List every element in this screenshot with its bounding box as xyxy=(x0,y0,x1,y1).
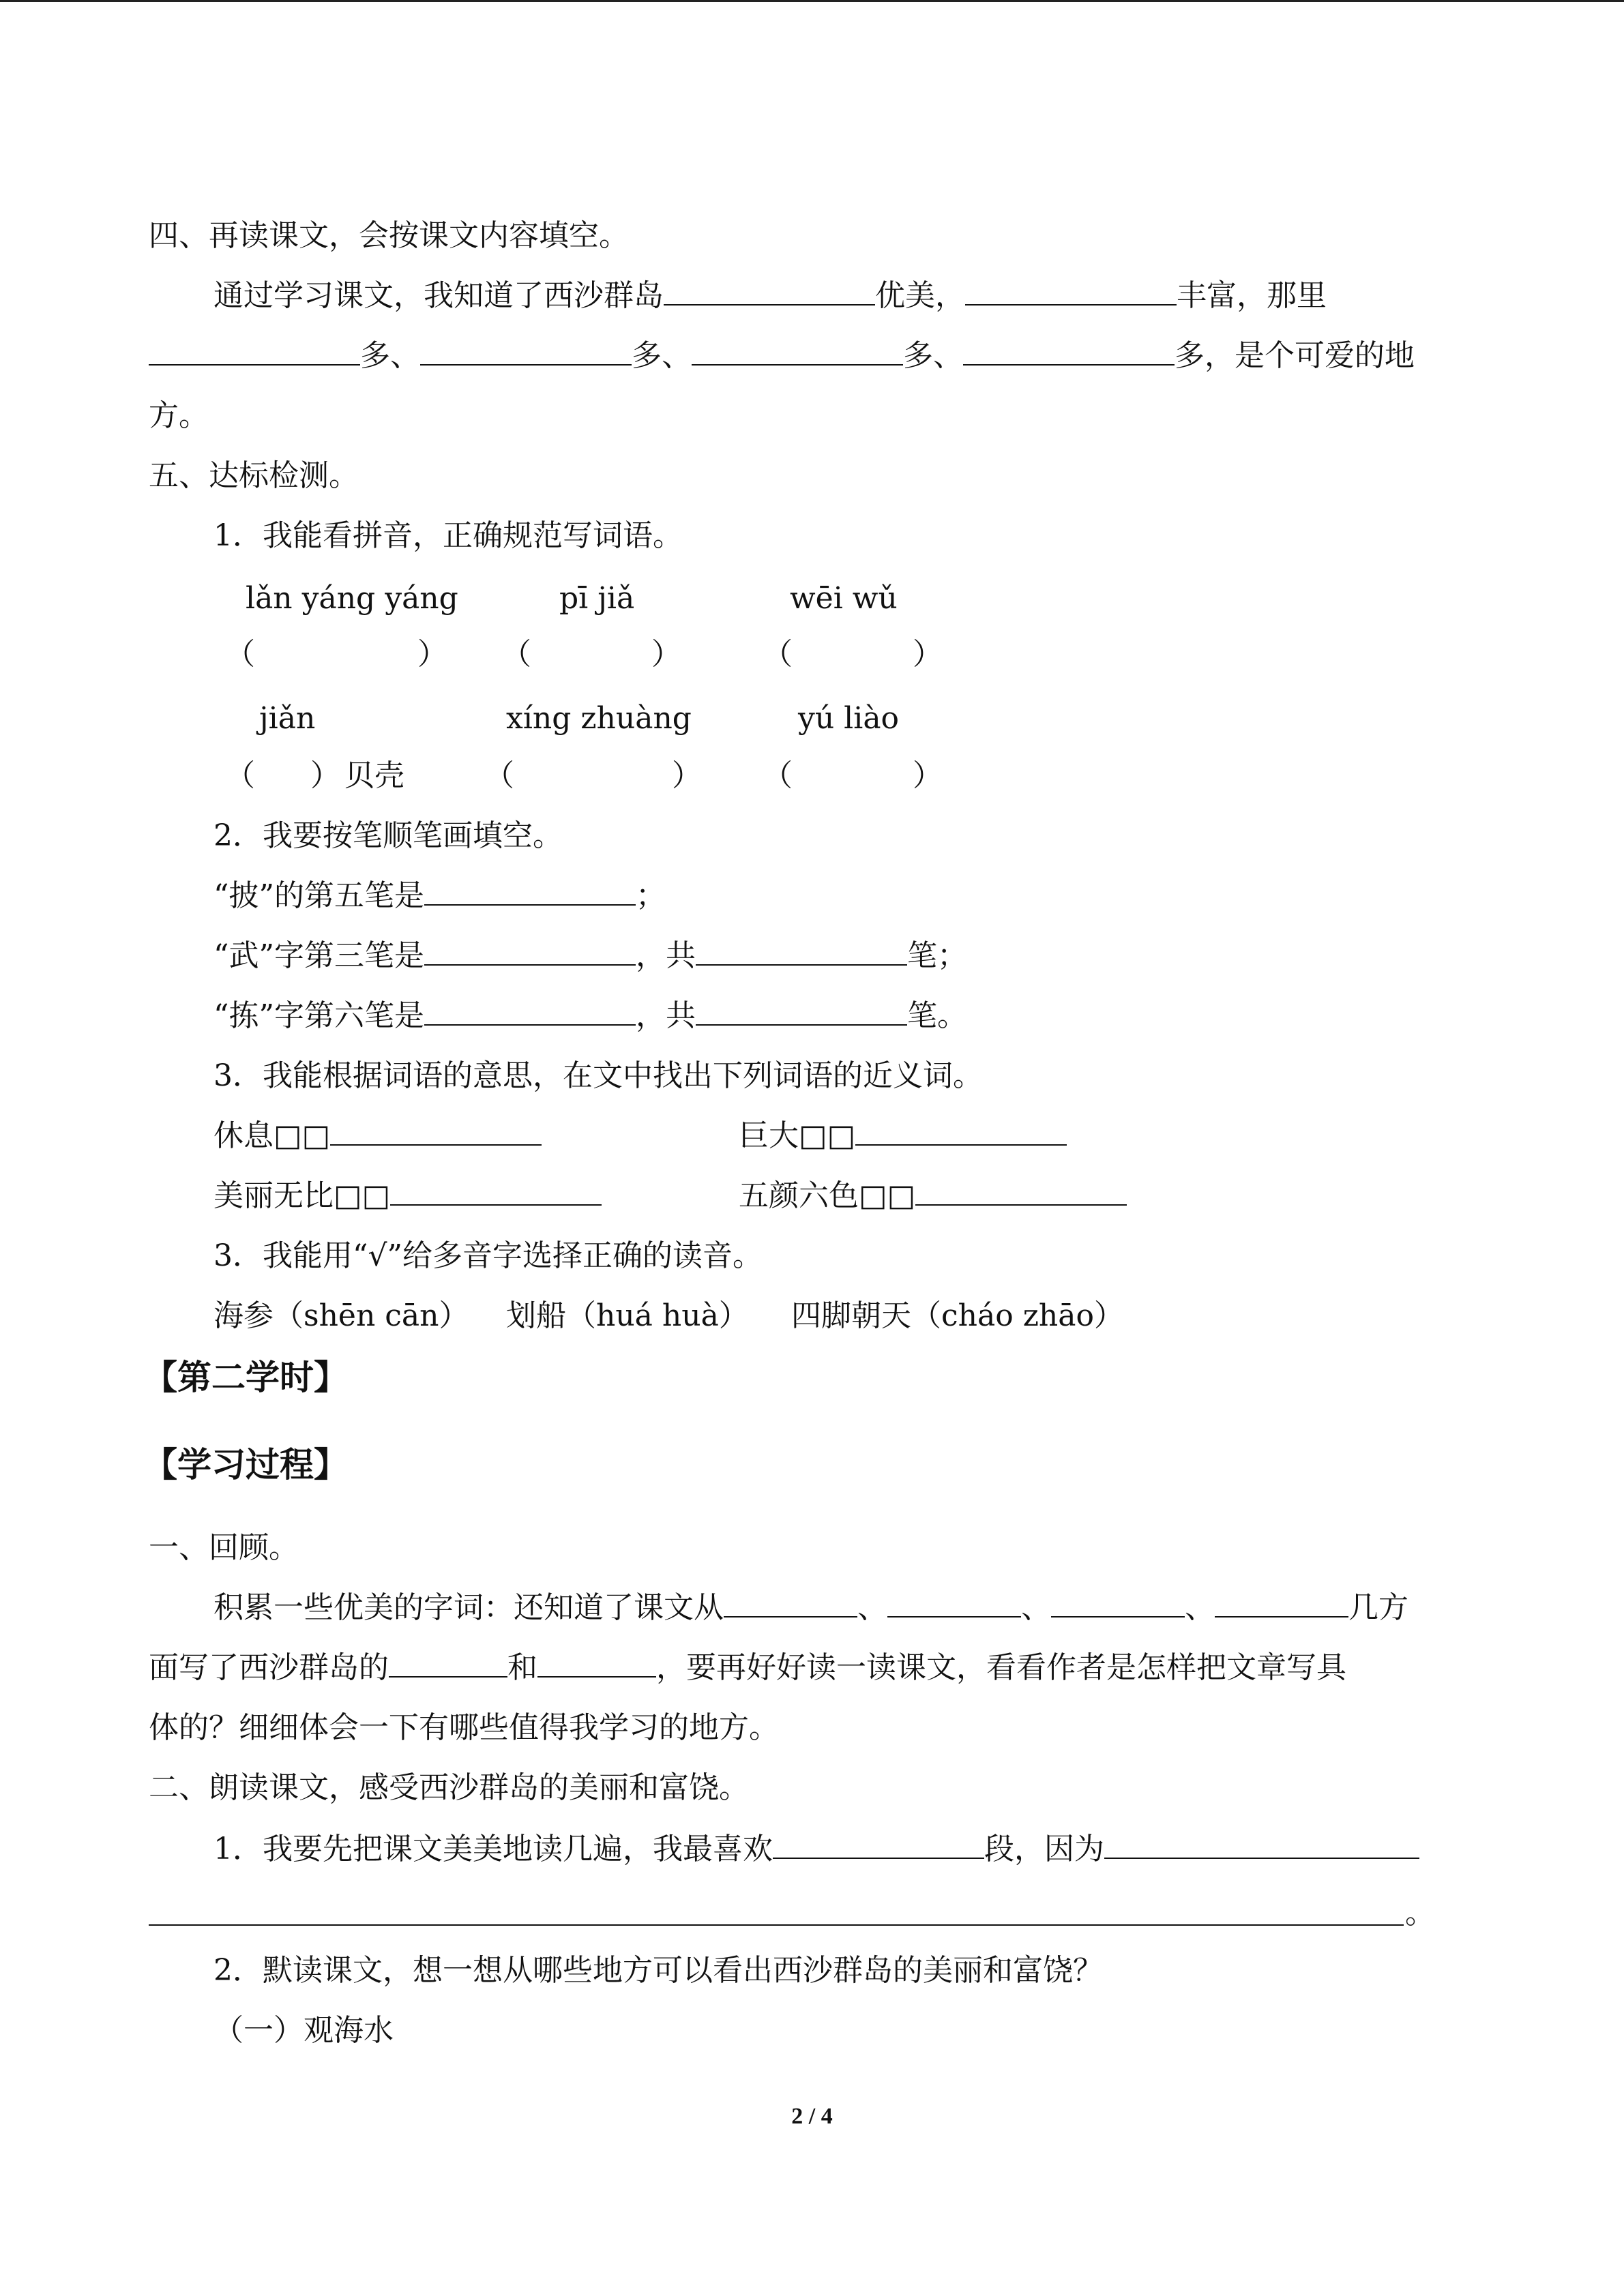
top-border xyxy=(0,0,1624,2)
answer-line[interactable] xyxy=(149,1924,1404,1926)
pinyin-1: lǎn yáng yáng xyxy=(246,581,458,616)
word-beike: 贝壳 xyxy=(344,758,404,793)
q2-line2: “武”字第三笔是 ，共 笔； xyxy=(213,938,967,973)
fill-blank[interactable] xyxy=(149,337,360,366)
q2-line3: “拣”字第六笔是 ，共 笔。 xyxy=(213,998,967,1033)
fill-blank[interactable] xyxy=(1104,1830,1419,1859)
fill-blank[interactable] xyxy=(696,997,907,1026)
pinyin-5: xíng zhuàng xyxy=(506,701,692,736)
fill-blank[interactable] xyxy=(724,1589,857,1617)
bracket-close: ） xyxy=(913,637,943,672)
bracket-close: ） xyxy=(913,758,943,793)
read-q2: 2．默读课文，想一想从哪些地方可以看出西沙群岛的美丽和富饶？ xyxy=(213,1953,1103,1988)
q3-word4: 五颜六色□□ xyxy=(739,1177,1127,1215)
review-title: 一、回顾。 xyxy=(149,1530,299,1565)
read-sub1: （一）观海水 xyxy=(213,2013,394,2048)
answer-end-period: 。 xyxy=(1405,1896,1435,1930)
read-title: 二、朗读课文，感受西沙群岛的美丽和富饶。 xyxy=(149,1770,749,1805)
fill-blank[interactable] xyxy=(773,1830,984,1859)
pinyin-6: yú liào xyxy=(798,701,900,736)
lesson2-heading: 【第二学时】 xyxy=(143,1357,348,1397)
fill-blank[interactable] xyxy=(1215,1589,1348,1617)
q4-item1: 海参（shēn cān） xyxy=(213,1298,469,1333)
bracket-open: （ xyxy=(763,637,793,672)
q3-word3: 美丽无比□□ xyxy=(213,1177,602,1215)
review-line3: 体的？细细体会一下有哪些值得我学习的地方。 xyxy=(149,1710,779,1745)
fill-blank[interactable] xyxy=(424,997,636,1026)
read-q1: 1．我要先把课文美美地读几遍，我最喜欢 段，因为 xyxy=(213,1830,1419,1868)
q3-word2: 巨大□□ xyxy=(739,1117,1067,1155)
q4-title: 3．我能用“√”给多音字选择正确的读音。 xyxy=(213,1238,763,1273)
q1-title: 1．我能看拼音，正确规范写词语。 xyxy=(213,518,683,553)
q3-title: 3．我能根据词语的意思，在文中找出下列词语的近义词。 xyxy=(213,1058,983,1093)
bracket-open: （ xyxy=(225,758,255,793)
fill-blank[interactable] xyxy=(664,277,875,305)
process-heading: 【学习过程】 xyxy=(143,1444,348,1485)
fill-blank[interactable] xyxy=(915,1177,1127,1206)
fill-blank[interactable] xyxy=(537,1649,656,1678)
review-line2: 面写了西沙群岛的 和 ，要再好好读一读课文，看看作者是怎样把文章写具 xyxy=(149,1650,1346,1685)
fill-blank[interactable] xyxy=(692,337,903,366)
bracket-open: （ xyxy=(225,637,255,672)
fill-blank[interactable] xyxy=(424,877,636,906)
fill-blank[interactable] xyxy=(963,337,1175,366)
q2-line1: “披”的第五笔是 ； xyxy=(213,878,666,913)
pinyin-3: wēi wǔ xyxy=(790,581,898,616)
section4-title: 四、再读课文，会按课文内容填空。 xyxy=(149,218,629,253)
bracket-close: ） xyxy=(417,637,447,672)
fill-blank[interactable] xyxy=(696,937,907,966)
section4-line3: 方。 xyxy=(149,398,209,433)
section4-line2: 多、 多、 多、 多，是个可爱的地 xyxy=(149,337,1415,375)
bracket-open: （ xyxy=(484,758,514,793)
q4-item3: 四脚朝天（cháo zhāo） xyxy=(791,1298,1124,1333)
q2-title: 2．我要按笔顺笔画填空。 xyxy=(213,818,563,853)
fill-blank[interactable] xyxy=(389,1649,507,1678)
bracket-close: ） xyxy=(651,637,681,672)
fill-blank[interactable] xyxy=(855,1117,1067,1146)
page-number: 2 / 4 xyxy=(791,2104,833,2129)
q3-word1: 休息□□ xyxy=(213,1117,542,1155)
fill-blank[interactable] xyxy=(887,1589,1021,1617)
fill-blank[interactable] xyxy=(420,337,632,366)
bracket-close: ） xyxy=(672,758,702,793)
bracket-open: （ xyxy=(763,758,793,793)
fill-blank[interactable] xyxy=(424,937,636,966)
section5-title: 五、达标检测。 xyxy=(149,458,359,493)
pinyin-4: jiǎn xyxy=(259,701,316,736)
fill-blank[interactable] xyxy=(965,277,1177,305)
bracket-open: （ xyxy=(501,637,531,672)
fill-blank[interactable] xyxy=(390,1177,602,1206)
fill-blank[interactable] xyxy=(330,1117,542,1146)
review-line1: 积累一些优美的字词：还知道了课文从 、 、 、 几方 xyxy=(213,1590,1408,1625)
q4-item2: 划船（huá huà） xyxy=(506,1298,749,1333)
section4-line1: 通过学习课文，我知道了西沙群岛 优美， 丰富，那里 xyxy=(213,278,1327,313)
pinyin-2: pī jiǎ xyxy=(559,581,635,616)
fill-blank[interactable] xyxy=(1051,1589,1185,1617)
bracket-close: ） xyxy=(310,758,340,793)
